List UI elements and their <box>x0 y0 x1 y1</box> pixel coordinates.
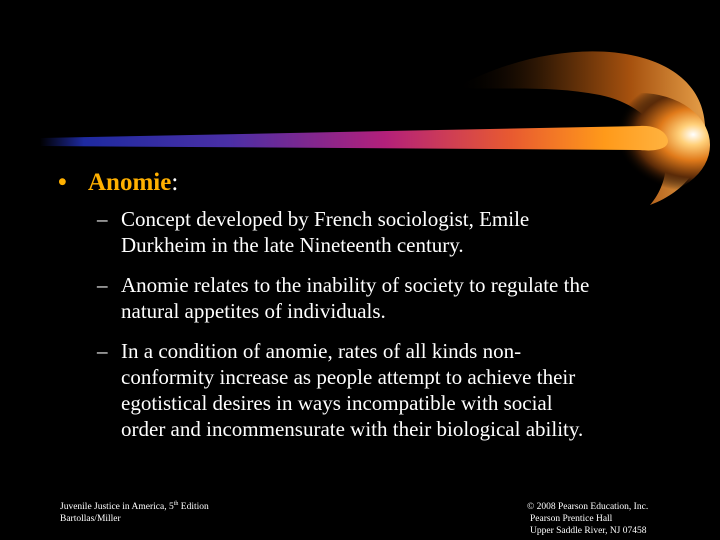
subpoint-2 <box>97 272 589 324</box>
footer-book-title <box>60 501 209 513</box>
subpoint-line: Concept developed by French sociologist, Emile <box>121 207 530 231</box>
footer-authors: Bartollas/Miller <box>60 514 121 524</box>
footer-publisher: Pearson Prentice Hall <box>530 514 613 524</box>
main-bullet <box>58 168 178 198</box>
subpoint-line: conformity increase as people attempt to achieve their <box>121 365 576 389</box>
bullet-dot: • <box>58 169 67 196</box>
footer-address: Upper Saddle River, NJ 07458 <box>530 526 647 536</box>
swoosh-bar <box>40 126 668 151</box>
bullet-term: Anomie <box>88 169 172 196</box>
subpoint-line: natural appetites of individuals. <box>121 299 386 323</box>
footer-edition-sup: th <box>173 501 179 507</box>
footer-edition-text: Edition <box>178 502 209 512</box>
subpoint-line: Anomie relates to the inability of society to regulate the <box>121 273 590 297</box>
footer-right <box>527 501 648 537</box>
footer-left <box>60 501 209 525</box>
footer-book-title-text: Juvenile Justice in America, 5 <box>60 502 174 512</box>
bullet-colon: : <box>171 169 179 196</box>
subpoint-3 <box>97 338 583 442</box>
subpoint-1 <box>97 206 529 258</box>
subpoint-line: In a condition of anomie, rates of all kinds non- <box>121 339 522 363</box>
dash-marker: – <box>97 207 108 231</box>
footer-copyright: © 2008 Pearson Education, Inc. <box>527 502 649 512</box>
subpoint-line: Durkheim in the late Nineteenth century. <box>121 233 464 257</box>
subpoint-line: egotistical desires in ways incompatible with social <box>121 391 553 415</box>
subpoint-line: order and incommensurate with their biological ability. <box>121 417 584 441</box>
dash-marker: – <box>97 339 108 363</box>
dash-marker: – <box>97 273 108 297</box>
